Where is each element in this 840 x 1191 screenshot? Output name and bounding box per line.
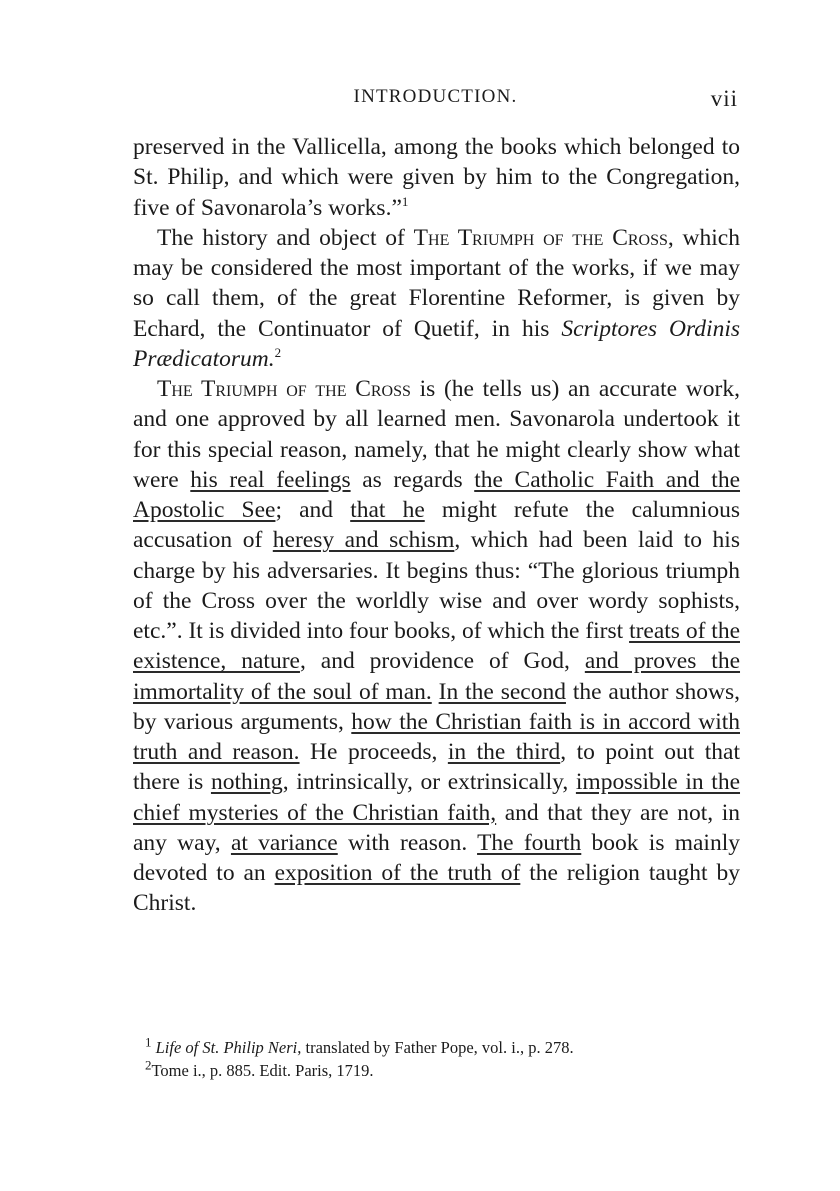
text-run: ; and <box>275 497 351 523</box>
text-run: preserved in the Vallicella, among the books which belonged to St. Philip, and which were given by him to the Congregation, five of Savonarola’s works.” <box>133 134 740 221</box>
paragraph-continued <box>133 132 740 223</box>
footnote-ref-1: 1 <box>401 193 409 209</box>
underlined-passage: In the second <box>438 678 566 705</box>
work-title: The Triumph of the Cross <box>413 224 668 251</box>
text-run: , intrinsically, or extrinsically, <box>282 769 576 796</box>
footnote-ref-2: 2 <box>274 344 282 360</box>
work-title: The Triumph of the Cross <box>157 376 411 402</box>
underlined-passage: his real feelings <box>190 466 351 493</box>
underlined-passage: that he <box>350 497 425 523</box>
page-header <box>133 86 738 116</box>
footnote-number: 2 <box>145 1057 152 1073</box>
text-run: the author shows, by various arguments, <box>133 678 740 735</box>
text-run <box>432 679 439 705</box>
text-run: He proceeds, <box>299 739 448 765</box>
text-run: with reason. <box>337 829 478 856</box>
underlined-passage: nothing <box>210 769 283 796</box>
text-run: the religion taught by Christ. <box>133 860 740 917</box>
underlined-passage: and proves the immortality of the soul of man. <box>133 648 741 705</box>
text-run: , to point out that there is <box>133 739 741 796</box>
underlined-passage: treats of the existence, nature <box>133 618 740 675</box>
underlined-passage: exposition of the truth of <box>274 860 521 886</box>
running-head: INTRODUCTION. <box>353 86 518 107</box>
underlined-passage: heresy and schism <box>272 527 455 554</box>
underlined-passage: impossible in the chief mysteries of the Christian faith, <box>133 769 741 826</box>
text-run: book is mainly devoted to an <box>133 829 740 886</box>
underlined-passage: how the Christian faith is in accord with truth and reason. <box>133 708 740 765</box>
underlined-passage: The fourth <box>477 829 582 856</box>
cited-work-title: Scriptores Ordinis Prædicatorum. <box>133 315 740 372</box>
footnotes <box>133 1036 740 1082</box>
paragraph-history <box>133 223 740 374</box>
footnote-work-title: Life of St. Philip Neri <box>155 1038 298 1057</box>
text-run: , which had been laid to his charge by his adversaries. It begins thus: “The glorious triumph of the Cross over the worldly wise and over wordy sophists, etc.”. It is divided into four books, of which the first <box>133 527 740 644</box>
text-run: , and providence of God, <box>299 648 585 675</box>
text-run: The history and object of <box>157 224 414 251</box>
text-run: as regards <box>350 466 475 493</box>
page-number: vii <box>710 86 738 111</box>
paragraph-summary <box>133 374 740 919</box>
underlined-passage: in the third <box>447 739 561 765</box>
footnote-text: , translated by Father Pope, vol. i., p. 278. <box>297 1038 574 1057</box>
text-run: is (he tells us) an accurate work, and one approved by all learned men. Savonarola undertook it for this special reason, namely, that he might clearly show what were <box>133 376 740 493</box>
footnote-1 <box>133 1036 740 1059</box>
underlined-passage: at variance <box>230 829 338 856</box>
text-run: might refute the calumnious accusation of <box>133 497 740 554</box>
text-run: and that they are not, in any way, <box>133 799 741 856</box>
footnote-text: Tome i., p. 885. Edit. Paris, 1719. <box>151 1061 374 1080</box>
text-run: , which may be considered the most important of the works, if we may so call them, of the great Florentine Reformer, is given by Echard, the Continuator of Quetif, in his <box>133 224 740 342</box>
footnote-2 <box>133 1059 740 1082</box>
body-text <box>133 132 740 919</box>
footnote-number: 1 <box>145 1034 152 1050</box>
underlined-passage: the Catholic Faith and the Apostolic See <box>133 466 741 523</box>
